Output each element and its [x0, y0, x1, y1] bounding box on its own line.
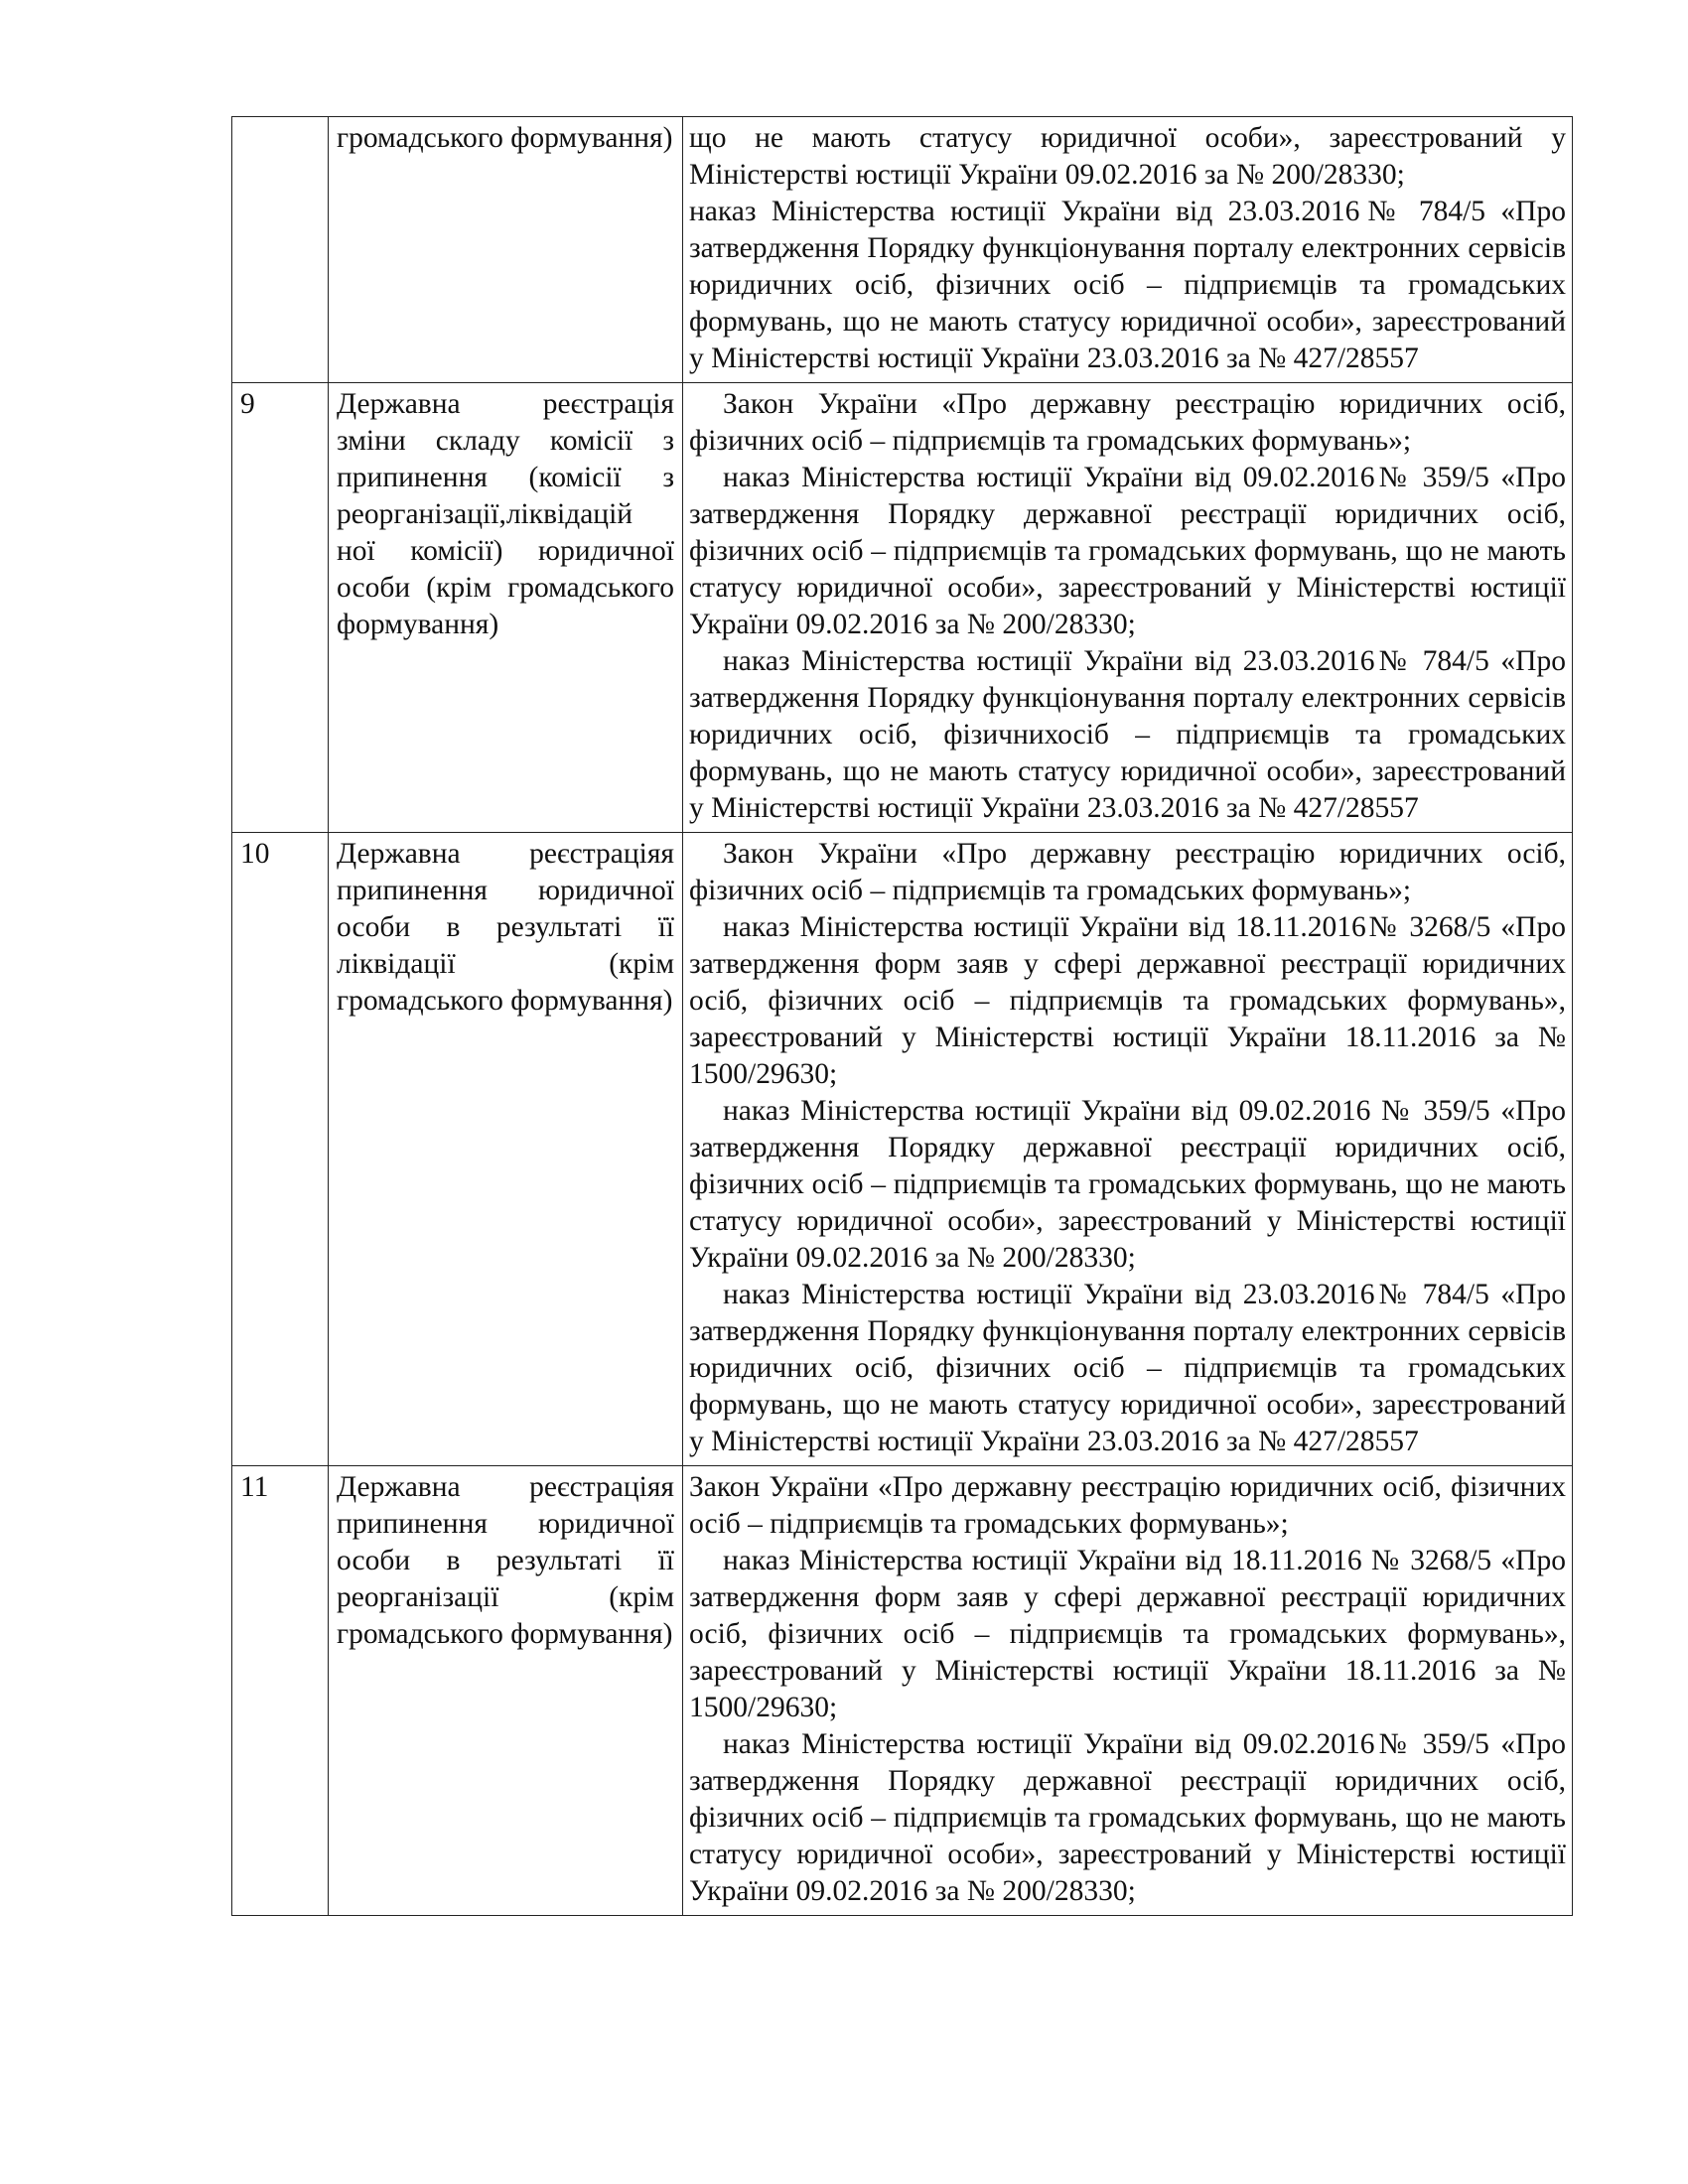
row-number: 10 — [232, 833, 329, 1466]
legal-paragraph: наказ Міністерства юстиції України від 23.03.2016№ 784/5 «Про затвердження Порядку функціонування порталу електронних сервісів юридичних осіб, фізичних осіб – підприємців та громадських формувань, що не мають статусу юридичної особи», зареєстрований у Міністерстві юстиції України 23.03.2016 за № 427/28557 — [689, 196, 1566, 374]
legal-paragraph: наказ Міністерства юстиції України від 18.11.2016 № 3268/5 «Про затвердження форм заяв у сфері державної реєстрації юридичних осіб, фізичних осіб – підприємців та громадських формувань», зареєстрований у Міністерстві юстиції України 18.11.2016 за № 1500/29630; — [689, 1545, 1566, 1723]
service-name: Державна реєстрація зміни складу комісії з припинення (комісії з реорганізації,ліквідацій ної комісії) юридичної особи (крім громадського формування) — [329, 383, 683, 833]
row-number — [232, 117, 329, 383]
legal-paragraph: наказ Міністерства юстиції України від 09.02.2016№ 359/5 «Про затвердження Порядку державної реєстрації юридичних осіб, фізичних осіб – підприємців та громадських формувань, що не мають статусу юридичної особи», зареєстрований у Міністерстві юстиції України 09.02.2016 за № 200/28330; — [689, 462, 1566, 640]
row-number: 9 — [232, 383, 329, 833]
table-body — [232, 117, 1573, 1916]
legal-paragraph: Закон України «Про державну реєстрацію юридичних осіб, фізичних осіб – підприємців та громадських формувань»; — [689, 1471, 1566, 1540]
legal-paragraph: що не мають статусу юридичної особи», зареєстрований у Міністерстві юстиції України 09.02.2016 за № 200/28330; — [689, 122, 1566, 191]
legal-basis — [683, 833, 1573, 1466]
service-name: громадського формування) — [329, 117, 683, 383]
service-name: Державна реєстраціяя припинення юридичної особи в результаті її реорганізації (крім громадського формування) — [329, 1466, 683, 1916]
legal-paragraph: наказ Міністерства юстиції України від 18.11.2016№ 3268/5 «Про затвердження форм заяв у сфері державної реєстрації юридичних осіб, фізичних осіб – підприємців та громадських формувань», зареєстрований у Міністерстві юстиції України 18.11.2016 за № 1500/29630; — [689, 911, 1566, 1090]
legal-basis — [683, 117, 1573, 383]
table-row — [232, 833, 1573, 1466]
services-table — [231, 116, 1573, 1916]
legal-basis — [683, 1466, 1573, 1916]
legal-paragraph: Закон України «Про державну реєстрацію юридичних осіб, фізичних осіб – підприємців та громадських формувань»; — [689, 838, 1566, 906]
legal-paragraph: наказ Міністерства юстиції України від 09.02.2016№ 359/5 «Про затвердження Порядку державної реєстрації юридичних осіб, фізичних осіб – підприємців та громадських формувань, що не мають статусу юридичної особи», зареєстрований у Міністерстві юстиції України 09.02.2016 за № 200/28330; — [689, 1728, 1566, 1907]
row-number: 11 — [232, 1466, 329, 1916]
table-row — [232, 383, 1573, 833]
table-row — [232, 117, 1573, 383]
document-page — [231, 116, 1572, 1916]
legal-paragraph: наказ Міністерства юстиції України від 23.03.2016№ 784/5 «Про затвердження Порядку функціонування порталу електронних сервісів юридичних осіб, фізичних осіб – підприємців та громадських формувань, що не мають статусу юридичної особи», зареєстрований у Міністерстві юстиції України 23.03.2016 за № 427/28557 — [689, 1279, 1566, 1457]
service-name: Державна реєстраціяя припинення юридичної особи в результаті її ліквідації (крім громадського формування) — [329, 833, 683, 1466]
table-row — [232, 1466, 1573, 1916]
legal-basis — [683, 383, 1573, 833]
legal-paragraph: наказ Міністерства юстиції України від 09.02.2016 № 359/5 «Про затвердження Порядку державної реєстрації юридичних осіб, фізичних осіб – підприємців та громадських формувань, що не мають статусу юридичної особи», зареєстрований у Міністерстві юстиції України 09.02.2016 за № 200/28330; — [689, 1095, 1566, 1274]
legal-paragraph: Закон України «Про державну реєстрацію юридичних осіб, фізичних осіб – підприємців та громадських формувань»; — [689, 388, 1566, 457]
legal-paragraph: наказ Міністерства юстиції України від 23.03.2016№ 784/5 «Про затвердження Порядку функціонування порталу електронних сервісів юридичних осіб, фізичнихосіб – підприємців та громадських формувань, що не мають статусу юридичної особи», зареєстрований у Міністерстві юстиції України 23.03.2016 за № 427/28557 — [689, 645, 1566, 824]
